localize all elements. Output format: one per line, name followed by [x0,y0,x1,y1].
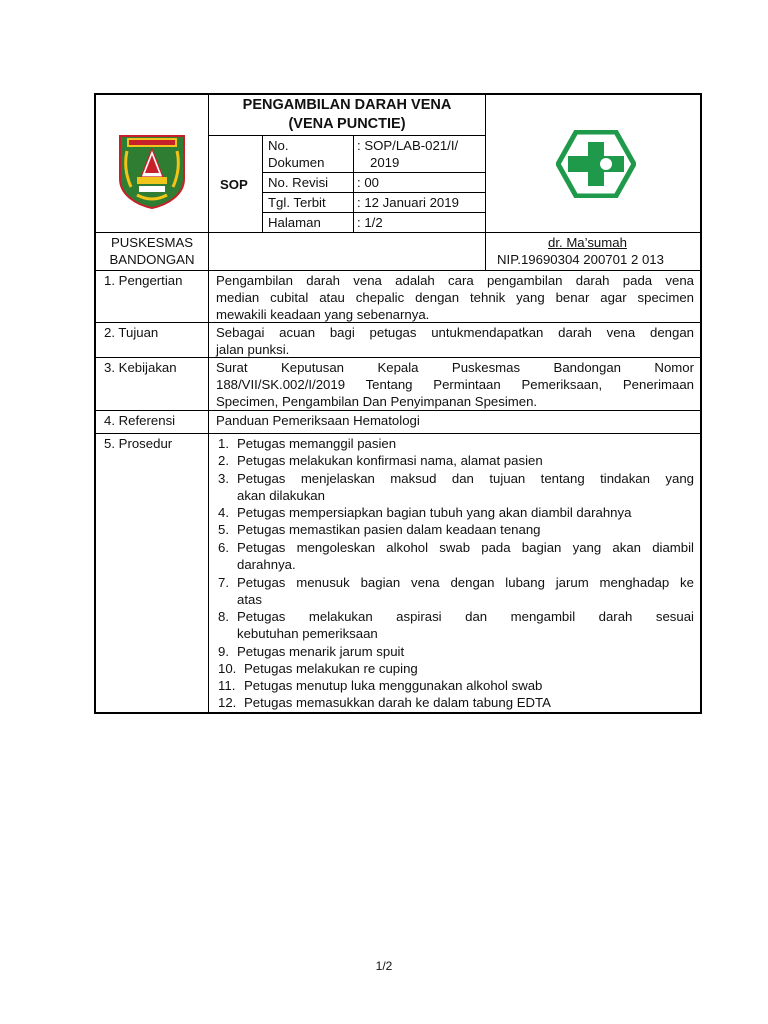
kebijakan-text: Surat Keputusan Kepala Puskesmas Bandongan Nomor 188/VII/SK.002/I/2019 Tentang Permintaan Pemeriksaan, Penerimaan Specimen, Pengambilan Dan Penyimpanan Spesimen. [216,360,694,409]
field-label-tgl-terbit: Tgl. Terbit [268,195,326,210]
procedure-step-cont: kebutuhan pemeriksaan [237,626,378,641]
procedure-step: 11. Petugas menutup luka menggunakan alkohol swab [218,678,543,693]
procedure-step: 4. Petugas mempersiapkan bagian tubuh yang akan diambil darahnya [218,505,632,520]
field-value-no-dokumen: : SOP/LAB-021/I/ 2019 [357,138,459,170]
signer-name: dr. Ma’sumah [548,235,627,250]
tujuan-text: Sebagai acuan bagi petugas untukmendapatkan darah vena dengan jalan punksi. [216,325,694,357]
field-value-no-revisi: : 00 [357,175,379,190]
procedure-step: 12. Petugas memasukkan darah ke dalam tabung EDTA [218,695,551,710]
puskesmas-cross-logo-icon [556,130,636,198]
procedure-step: 6. Petugas mengoleskan alkohol swab pada bagian yang akan diambil [218,540,694,555]
procedure-step-cont: atas [237,592,262,607]
procedure-step-cont: darahnya. [237,557,296,572]
field-value-tgl-terbit: : 12 Januari 2019 [357,195,459,210]
sop-label: SOP [220,177,248,192]
section-label-kebijakan: 3. Kebijakan [104,360,177,375]
field-label-no-revisi: No. Revisi [268,175,329,190]
procedure-step: 2. Petugas melakukan konfirmasi nama, alamat pasien [218,453,543,468]
procedure-step: 8. Petugas melakukan aspirasi dan mengambil darah sesuai [218,609,694,624]
document-title: PENGAMBILAN DARAH VENA (VENA PUNCTIE) [242,97,452,132]
section-label-referensi: 4. Referensi [104,413,176,428]
page-number: 1/2 [375,959,393,973]
section-label-tujuan: 2. Tujuan [104,325,159,340]
regency-emblem-icon [117,133,187,209]
procedure-step: 9. Petugas menarik jarum spuit [218,644,405,659]
section-label-prosedur: 5. Prosedur [104,436,173,451]
procedure-list [218,435,694,711]
procedure-step: 5. Petugas memastikan pasien dalam keadaan tenang [218,522,541,537]
organization-name: PUSKESMAS BANDONGAN [109,235,195,267]
procedure-step-cont: akan dilakukan [237,488,325,503]
procedure-step: 1. Petugas memanggil pasien [218,436,397,451]
section-label-pengertian: 1. Pengertian [104,273,183,288]
field-value-halaman: : 1/2 [357,215,383,230]
referensi-text: Panduan Pemeriksaan Hematologi [216,413,420,428]
procedure-step: 7. Petugas menusuk bagian vena dengan lubang jarum menghadap ke [218,575,694,590]
procedure-step: 3. Petugas menjelaskan maksud dan tujuan tentang tindakan yang [218,471,694,486]
field-label-no-dokumen: No. Dokumen [268,138,325,170]
pengertian-text: Pengambilan darah vena adalah cara pengambilan darah pada vena median cubital atau chepalic dengan tehnik yang benar agar specimen mewakili keadaan yang sebenarnya. [216,273,694,322]
procedure-step: 10. Petugas melakukan re cuping [218,661,418,676]
field-label-halaman: Halaman [268,215,321,230]
signer-nip: NIP.19690304 200701 2 013 [497,252,664,267]
